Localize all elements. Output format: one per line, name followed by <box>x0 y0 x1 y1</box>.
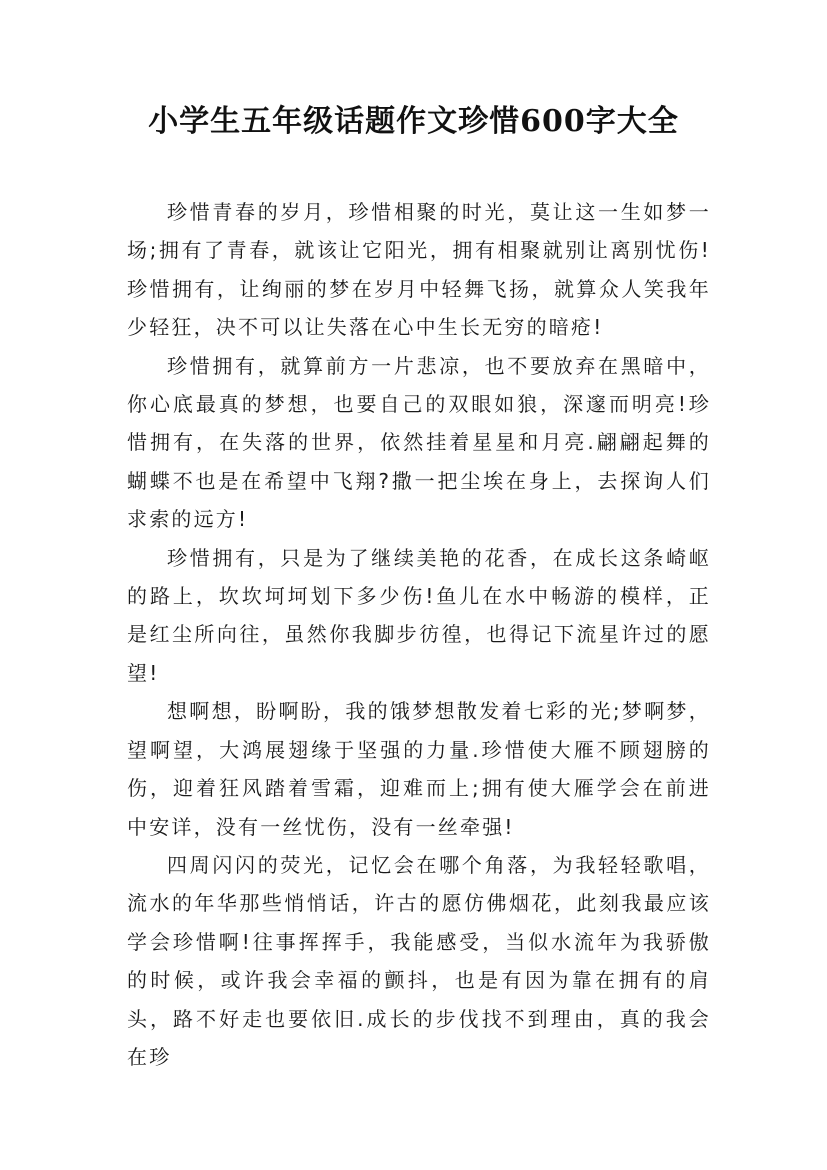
paragraph: 珍惜青春的岁月，珍惜相聚的时光，莫让这一生如梦一场;拥有了青春，就该让它阳光，拥有相聚就别让离别忧伤!珍惜拥有，让绚丽的梦在岁月中轻舞飞扬，就算众人笑我年少轻狂，决不可以让失落在心中生长无穷的暗疮! <box>127 200 711 340</box>
paragraph: 四周闪闪的荧光，记忆会在哪个角落，为我轻轻歌唱，流水的年华那些悄悄话，许古的愿仿佛烟花，此刻我最应该学会珍惜啊!往事挥挥手，我能感受，当似水流年为我骄傲的时候，或许我会幸福的颤抖，也是有因为靠在拥有的肩头，路不好走也要依旧.成长的步伐找不到理由，真的我会在珍 <box>127 852 711 1069</box>
paragraph: 珍惜拥有，只是为了继续美艳的花香，在成长这条崎岖的路上，坎坎坷坷划下多少伤!鱼儿在水中畅游的模样，正是红尘所向往，虽然你我脚步彷徨，也得记下流星许过的愿望! <box>127 545 711 685</box>
paragraph: 想啊想，盼啊盼，我的饿梦想散发着七彩的光;梦啊梦，望啊望，大鸿展翅缘于坚强的力量.珍惜使大雁不顾翅膀的伤，迎着狂风踏着雪霜，迎难而上;拥有使大雁学会在前进中安详，没有一丝忧伤，没有一丝牵强! <box>127 699 711 839</box>
paragraph: 珍惜拥有，就算前方一片悲凉，也不要放弃在黑暗中，你心底最真的梦想，也要自己的双眼如狼，深邃而明亮!珍惜拥有，在失落的世界，依然挂着星星和月亮.翩翩起舞的蝴蝶不也是在希望中飞翔?撒一把尘埃在身上，去探询人们求索的远方! <box>127 353 711 532</box>
document-body <box>127 193 711 1076</box>
document-title: 小学生五年级话题作文珍惜600字大全 <box>148 104 679 139</box>
